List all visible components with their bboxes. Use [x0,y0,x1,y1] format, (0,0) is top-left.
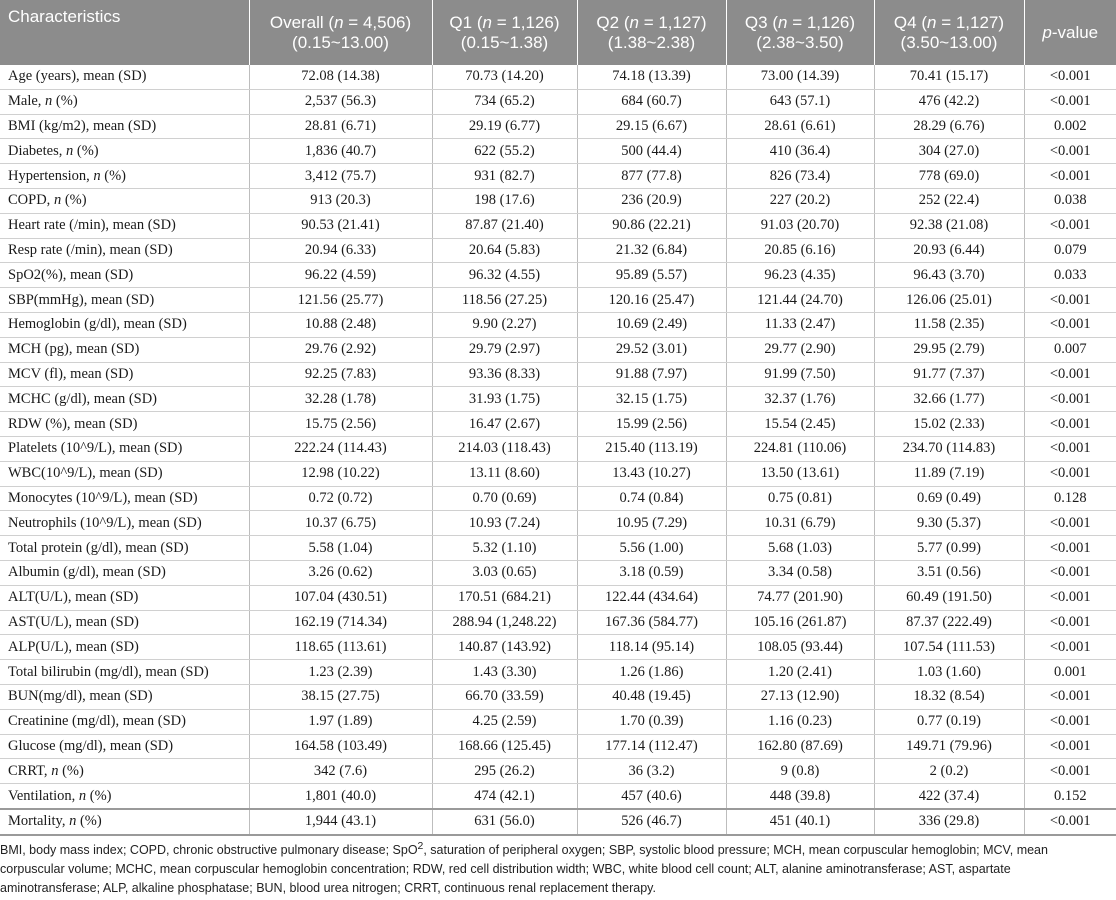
cell-value: 168.66 (125.45) [432,734,577,759]
cell-value: 224.81 (110.06) [726,436,874,461]
cell-value: 162.80 (87.69) [726,734,874,759]
cell-value: 29.15 (6.67) [577,114,726,139]
header-col-q3 [726,0,874,65]
table-row [0,312,1116,337]
cell-value: 93.36 (8.33) [432,362,577,387]
cell-p-value: <0.001 [1024,511,1116,536]
footnote-part1: BMI, body mass index; COPD, chronic obstructive pulmonary disease; SpO [0,843,418,858]
n-symbol: n [482,12,492,32]
table-row [0,362,1116,387]
table-row [0,684,1116,709]
cell-p-value: <0.001 [1024,164,1116,189]
cell-value: 16.47 (2.67) [432,412,577,437]
header-col-q1 [432,0,577,65]
cell-value: 105.16 (261.87) [726,610,874,635]
table-row [0,511,1116,536]
cell-value: 643 (57.1) [726,89,874,114]
cell-value: 336 (29.8) [874,809,1024,835]
cell-value: 288.94 (1,248.22) [432,610,577,635]
cell-p-value: <0.001 [1024,288,1116,313]
cell-value: 5.32 (1.10) [432,536,577,561]
cell-value: 29.95 (2.79) [874,337,1024,362]
row-label: Monocytes (10^9/L), mean (SD) [0,486,249,511]
n-symbol: n [629,12,639,32]
cell-value: 15.54 (2.45) [726,412,874,437]
cell-p-value: <0.001 [1024,65,1116,89]
cell-value: 0.70 (0.69) [432,486,577,511]
cell-value: 70.41 (15.17) [874,65,1024,89]
table-row [0,337,1116,362]
n-symbol: n [69,813,77,830]
cell-value: 0.77 (0.19) [874,709,1024,734]
table-row [0,89,1116,114]
cell-value: 11.33 (2.47) [726,312,874,337]
cell-value: 20.64 (5.83) [432,238,577,263]
cell-value: 140.87 (143.92) [432,635,577,660]
cell-value: 10.88 (2.48) [249,312,432,337]
table-row [0,709,1116,734]
cell-value: 20.93 (6.44) [874,238,1024,263]
cell-value: 29.52 (3.01) [577,337,726,362]
table-row [0,585,1116,610]
cell-value: 457 (40.6) [577,784,726,809]
table-row [0,139,1116,164]
cell-p-value: <0.001 [1024,610,1116,635]
cell-value: 5.58 (1.04) [249,536,432,561]
cell-p-value: 0.128 [1024,486,1116,511]
cell-value: 120.16 (25.47) [577,288,726,313]
cell-value: 1.70 (0.39) [577,709,726,734]
cell-value: 342 (7.6) [249,759,432,784]
header-col-range: (1.38~2.38) [607,32,696,52]
cell-value: 90.86 (22.21) [577,213,726,238]
cell-p-value: <0.001 [1024,461,1116,486]
cell-p-value: <0.001 [1024,585,1116,610]
cell-value: 91.03 (20.70) [726,213,874,238]
cell-value: 28.81 (6.71) [249,114,432,139]
header-col-range: (0.15~1.38) [460,32,549,52]
cell-value: 92.25 (7.83) [249,362,432,387]
cell-p-value: <0.001 [1024,809,1116,835]
cell-value: 15.75 (2.56) [249,412,432,437]
table-row [0,436,1116,461]
header-row [0,0,1116,65]
table-row [0,660,1116,685]
row-label: COPD, n (%) [0,188,249,213]
cell-value: 5.56 (1.00) [577,536,726,561]
cell-value: 0.74 (0.84) [577,486,726,511]
cell-value: 13.11 (8.60) [432,461,577,486]
table-row [0,610,1116,635]
cell-value: 3.51 (0.56) [874,560,1024,585]
cell-p-value: 0.038 [1024,188,1116,213]
table-row [0,288,1116,313]
row-label: Total protein (g/dl), mean (SD) [0,536,249,561]
cell-value: 5.77 (0.99) [874,536,1024,561]
cell-value: 27.13 (12.90) [726,684,874,709]
row-label: Total bilirubin (mg/dl), mean (SD) [0,660,249,685]
n-symbol: n [93,167,101,184]
row-label: Creatinine (mg/dl), mean (SD) [0,709,249,734]
cell-value: 304 (27.0) [874,139,1024,164]
cell-value: 778 (69.0) [874,164,1024,189]
cell-value: 0.69 (0.49) [874,486,1024,511]
row-label: ALT(U/L), mean (SD) [0,585,249,610]
table-row [0,734,1116,759]
cell-value: 96.22 (4.59) [249,263,432,288]
cell-value: 20.94 (6.33) [249,238,432,263]
row-label: Hemoglobin (g/dl), mean (SD) [0,312,249,337]
header-col-overall [249,0,432,65]
cell-value: 2 (0.2) [874,759,1024,784]
cell-p-value: 0.033 [1024,263,1116,288]
n-symbol: n [334,12,344,32]
table-row [0,238,1116,263]
cell-value: 1.26 (1.86) [577,660,726,685]
cell-p-value: 0.079 [1024,238,1116,263]
cell-p-value: <0.001 [1024,139,1116,164]
cell-value: 31.93 (1.75) [432,387,577,412]
cell-p-value: <0.001 [1024,560,1116,585]
cell-value: 11.58 (2.35) [874,312,1024,337]
header-col-q4 [874,0,1024,65]
cell-value: 448 (39.8) [726,784,874,809]
n-symbol: n [927,12,937,32]
cell-value: 28.29 (6.76) [874,114,1024,139]
row-label: MCHC (g/dl), mean (SD) [0,387,249,412]
cell-value: 107.54 (111.53) [874,635,1024,660]
cell-p-value: <0.001 [1024,387,1116,412]
cell-value: 215.40 (113.19) [577,436,726,461]
table-row [0,114,1116,139]
cell-value: 234.70 (114.83) [874,436,1024,461]
table-row [0,461,1116,486]
cell-value: 96.23 (4.35) [726,263,874,288]
row-label: Male, n (%) [0,89,249,114]
n-symbol: n [45,93,53,110]
cell-value: 15.02 (2.33) [874,412,1024,437]
cell-value: 10.95 (7.29) [577,511,726,536]
cell-value: 1.16 (0.23) [726,709,874,734]
cell-value: 126.06 (25.01) [874,288,1024,313]
table-row [0,536,1116,561]
table-row [0,213,1116,238]
cell-value: 684 (60.7) [577,89,726,114]
cell-value: 476 (42.2) [874,89,1024,114]
cell-value: 36 (3.2) [577,759,726,784]
cell-value: 32.15 (1.75) [577,387,726,412]
cell-value: 91.99 (7.50) [726,362,874,387]
cell-value: 1.20 (2.41) [726,660,874,685]
cell-value: 92.38 (21.08) [874,213,1024,238]
cell-value: 631 (56.0) [432,809,577,835]
cell-value: 931 (82.7) [432,164,577,189]
cell-value: 214.03 (118.43) [432,436,577,461]
cell-p-value: <0.001 [1024,436,1116,461]
cell-value: 15.99 (2.56) [577,412,726,437]
table-row [0,560,1116,585]
cell-p-value: 0.002 [1024,114,1116,139]
table-row [0,809,1116,835]
row-label: SpO2(%), mean (SD) [0,263,249,288]
row-label: Ventilation, n (%) [0,784,249,809]
row-label: Glucose (mg/dl), mean (SD) [0,734,249,759]
n-symbol: n [53,192,62,209]
cell-value: 12.98 (10.22) [249,461,432,486]
cell-value: 1.43 (3.30) [432,660,577,685]
cell-value: 29.76 (2.92) [249,337,432,362]
header-col-range: (3.50~13.00) [900,32,998,52]
row-label: Hypertension, n (%) [0,164,249,189]
cell-value: 177.14 (112.47) [577,734,726,759]
cell-value: 60.49 (191.50) [874,585,1024,610]
cell-value: 66.70 (33.59) [432,684,577,709]
row-label: WBC(10^9/L), mean (SD) [0,461,249,486]
cell-value: 3.03 (0.65) [432,560,577,585]
cell-value: 162.19 (714.34) [249,610,432,635]
cell-value: 29.19 (6.77) [432,114,577,139]
cell-value: 13.50 (13.61) [726,461,874,486]
row-label: Mortality, n (%) [0,809,249,835]
cell-value: 118.65 (113.61) [249,635,432,660]
cell-value: 29.79 (2.97) [432,337,577,362]
footnote [0,837,1112,898]
row-label: CRRT, n (%) [0,759,249,784]
cell-value: 32.37 (1.76) [726,387,874,412]
cell-value: 474 (42.1) [432,784,577,809]
row-label: MCV (fl), mean (SD) [0,362,249,387]
header-col-title: Q1 (n = 1,126) [449,12,560,32]
row-label: RDW (%), mean (SD) [0,412,249,437]
cell-value: 3.18 (0.59) [577,560,726,585]
header-col-range: (0.15~13.00) [292,32,389,52]
table-body [0,65,1116,835]
table-row [0,759,1116,784]
cell-value: 29.77 (2.90) [726,337,874,362]
cell-value: 32.66 (1.77) [874,387,1024,412]
table-row [0,387,1116,412]
cell-p-value: <0.001 [1024,684,1116,709]
cell-value: 4.25 (2.59) [432,709,577,734]
cell-value: 108.05 (93.44) [726,635,874,660]
cell-value: 734 (65.2) [432,89,577,114]
cell-value: 10.93 (7.24) [432,511,577,536]
cell-value: 3,412 (75.7) [249,164,432,189]
cell-value: 121.56 (25.77) [249,288,432,313]
cell-value: 2,537 (56.3) [249,89,432,114]
footnote-part2: , saturation of peripheral oxygen; SBP, systolic blood pressure; MCH, mean corpuscular hemoglobin; MCV, mean corpuscular volume; MCHC, mean corpuscular hemoglobin concentration; RDW, red cell distribution width; WBC, white blood cell count; ALT, alanine aminotransferase; AST, aspartate aminotransferase; ALP, alkaline phosphatase; BUN, blood urea nitrogen; CRRT, continuous renal replacement therapy. [0,843,1048,896]
cell-value: 5.68 (1.03) [726,536,874,561]
cell-value: 0.72 (0.72) [249,486,432,511]
table-row [0,412,1116,437]
cell-value: 107.04 (430.51) [249,585,432,610]
cell-value: 1.23 (2.39) [249,660,432,685]
cell-value: 10.37 (6.75) [249,511,432,536]
row-label: SBP(mmHg), mean (SD) [0,288,249,313]
cell-value: 198 (17.6) [432,188,577,213]
cell-value: 40.48 (19.45) [577,684,726,709]
cell-value: 222.24 (114.43) [249,436,432,461]
cell-value: 87.87 (21.40) [432,213,577,238]
cell-value: 21.32 (6.84) [577,238,726,263]
row-label: Heart rate (/min), mean (SD) [0,213,249,238]
cell-value: 28.61 (6.61) [726,114,874,139]
row-label: MCH (pg), mean (SD) [0,337,249,362]
cell-value: 1,944 (43.1) [249,809,432,835]
cell-value: 122.44 (434.64) [577,585,726,610]
cell-p-value: <0.001 [1024,312,1116,337]
cell-value: 90.53 (21.41) [249,213,432,238]
cell-value: 410 (36.4) [726,139,874,164]
cell-value: 500 (44.4) [577,139,726,164]
cell-value: 913 (20.3) [249,188,432,213]
header-characteristics: Characteristics [0,0,249,65]
cell-value: 13.43 (10.27) [577,461,726,486]
n-symbol: n [78,787,87,804]
cell-value: 96.32 (4.55) [432,263,577,288]
footnote-superscript: 2 [417,841,424,852]
row-label: ALP(U/L), mean (SD) [0,635,249,660]
cell-value: 227 (20.2) [726,188,874,213]
header-col-q2 [577,0,726,65]
cell-value: 96.43 (3.70) [874,263,1024,288]
cell-p-value: <0.001 [1024,89,1116,114]
cell-p-value: <0.001 [1024,734,1116,759]
cell-p-value: <0.001 [1024,412,1116,437]
cell-p-value: 0.001 [1024,660,1116,685]
n-symbol: n [778,12,788,32]
header-col-title: Q4 (n = 1,127) [893,12,1005,32]
header-p-value: p-value [1024,0,1116,65]
cell-value: 118.56 (27.25) [432,288,577,313]
cell-value: 252 (22.4) [874,188,1024,213]
cell-value: 236 (20.9) [577,188,726,213]
row-label: Albumin (g/dl), mean (SD) [0,560,249,585]
cell-value: 70.73 (14.20) [432,65,577,89]
cell-value: 32.28 (1.78) [249,387,432,412]
n-symbol: n [51,762,59,779]
cell-value: 826 (73.4) [726,164,874,189]
cell-value: 20.85 (6.16) [726,238,874,263]
table-row [0,65,1116,89]
row-label: BUN(mg/dl), mean (SD) [0,684,249,709]
cell-value: 451 (40.1) [726,809,874,835]
cell-p-value: <0.001 [1024,213,1116,238]
header-col-range: (2.38~3.50) [756,32,844,52]
cell-value: 1,801 (40.0) [249,784,432,809]
cell-value: 3.26 (0.62) [249,560,432,585]
header-col-title: Overall (n = 4,506) [269,12,412,32]
cell-value: 10.31 (6.79) [726,511,874,536]
cell-p-value: <0.001 [1024,709,1116,734]
cell-value: 422 (37.4) [874,784,1024,809]
cell-p-value: 0.152 [1024,784,1116,809]
table-row [0,635,1116,660]
cell-p-value: <0.001 [1024,362,1116,387]
cell-value: 0.75 (0.81) [726,486,874,511]
table-row [0,263,1116,288]
cell-value: 38.15 (27.75) [249,684,432,709]
cell-value: 295 (26.2) [432,759,577,784]
table-row [0,486,1116,511]
cell-p-value: 0.007 [1024,337,1116,362]
table-row [0,164,1116,189]
cell-value: 167.36 (584.77) [577,610,726,635]
cell-value: 72.08 (14.38) [249,65,432,89]
cell-value: 74.18 (13.39) [577,65,726,89]
cell-value: 11.89 (7.19) [874,461,1024,486]
row-label: Platelets (10^9/L), mean (SD) [0,436,249,461]
cell-value: 74.77 (201.90) [726,585,874,610]
table-row [0,188,1116,213]
cell-value: 10.69 (2.49) [577,312,726,337]
row-label: Diabetes, n (%) [0,139,249,164]
cell-p-value: <0.001 [1024,536,1116,561]
cell-p-value: <0.001 [1024,635,1116,660]
cell-value: 3.34 (0.58) [726,560,874,585]
cell-value: 1.03 (1.60) [874,660,1024,685]
table-row [0,784,1116,809]
cell-value: 18.32 (8.54) [874,684,1024,709]
cell-value: 118.14 (95.14) [577,635,726,660]
cell-value: 170.51 (684.21) [432,585,577,610]
cell-value: 95.89 (5.57) [577,263,726,288]
cell-value: 87.37 (222.49) [874,610,1024,635]
header-col-title: Q2 (n = 1,127) [596,12,707,32]
cell-value: 121.44 (24.70) [726,288,874,313]
cell-value: 73.00 (14.39) [726,65,874,89]
cell-value: 9 (0.8) [726,759,874,784]
cell-value: 622 (55.2) [432,139,577,164]
row-label: Neutrophils (10^9/L), mean (SD) [0,511,249,536]
cell-value: 164.58 (103.49) [249,734,432,759]
cell-value: 91.88 (7.97) [577,362,726,387]
cell-p-value: <0.001 [1024,759,1116,784]
cell-value: 526 (46.7) [577,809,726,835]
cell-value: 9.30 (5.37) [874,511,1024,536]
cell-value: 149.71 (79.96) [874,734,1024,759]
row-label: Resp rate (/min), mean (SD) [0,238,249,263]
header-col-title: Q3 (n = 1,126) [744,12,856,32]
row-label: Age (years), mean (SD) [0,65,249,89]
row-label: BMI (kg/m2), mean (SD) [0,114,249,139]
cell-value: 1,836 (40.7) [249,139,432,164]
cell-value: 9.90 (2.27) [432,312,577,337]
n-symbol: n [65,142,74,159]
row-label: AST(U/L), mean (SD) [0,610,249,635]
cell-value: 877 (77.8) [577,164,726,189]
cell-value: 1.97 (1.89) [249,709,432,734]
cell-value: 91.77 (7.37) [874,362,1024,387]
